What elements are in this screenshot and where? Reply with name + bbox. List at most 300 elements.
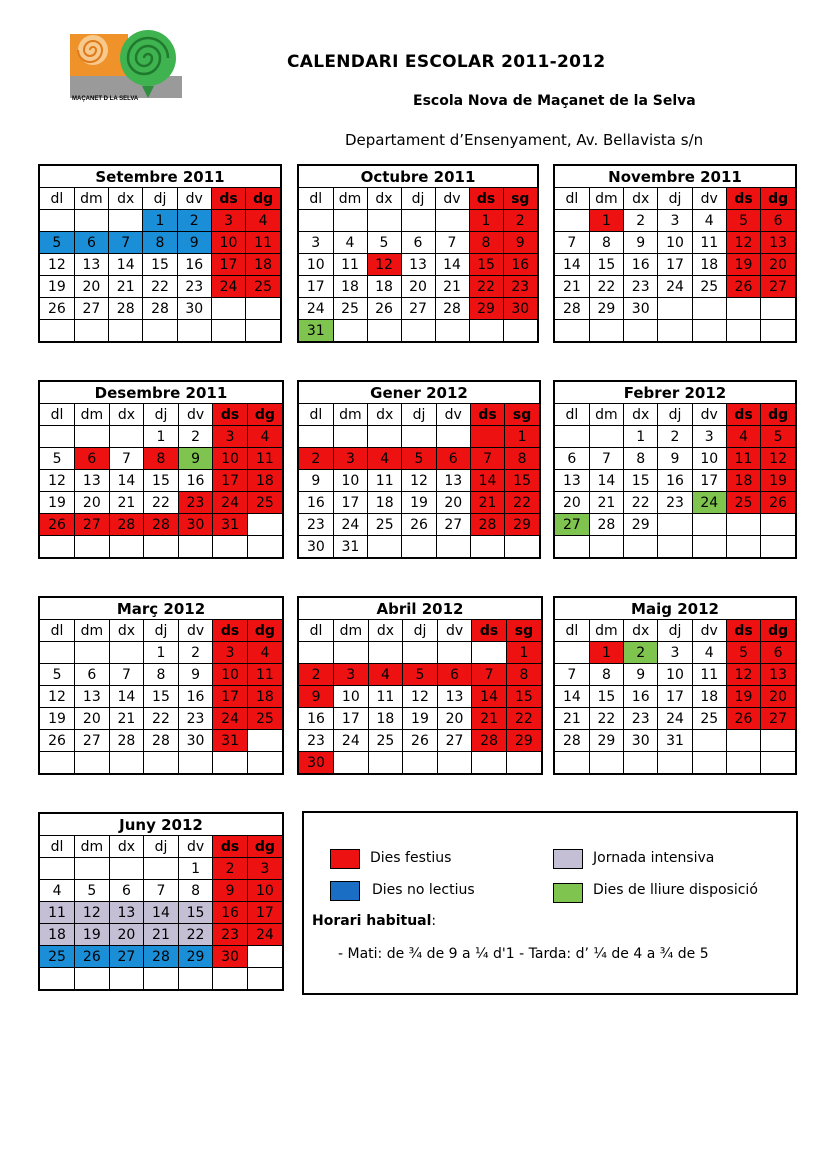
- empty-cell: [144, 968, 179, 990]
- day-cell: 29: [469, 298, 503, 320]
- month-calendar: [38, 164, 282, 343]
- empty-cell: [726, 752, 760, 774]
- empty-cell: [75, 642, 110, 664]
- day-cell: 19: [761, 470, 795, 492]
- month-title: Febrer 2012: [555, 382, 795, 404]
- day-cell: 13: [109, 902, 144, 924]
- day-cell: 16: [503, 254, 537, 276]
- day-cell: 4: [368, 664, 403, 686]
- empty-cell: [213, 968, 248, 990]
- day-cell: 6: [761, 642, 795, 664]
- empty-cell: [761, 298, 795, 320]
- day-cell: 9: [658, 448, 692, 470]
- day-cell: 25: [726, 492, 760, 514]
- day-cell: 16: [299, 708, 334, 730]
- day-cell: 14: [589, 470, 623, 492]
- day-cell: 6: [437, 664, 472, 686]
- weekday-header: sg: [506, 620, 541, 642]
- day-cell: 23: [624, 708, 658, 730]
- day-cell: 11: [247, 448, 282, 470]
- day-cell: 2: [658, 426, 692, 448]
- day-cell: 19: [726, 686, 760, 708]
- day-cell: 24: [658, 708, 692, 730]
- empty-cell: [367, 210, 401, 232]
- empty-cell: [402, 426, 436, 448]
- day-cell: 2: [624, 210, 658, 232]
- weekday-header: ds: [211, 188, 245, 210]
- weekday-header: dm: [75, 404, 110, 426]
- day-cell: 1: [589, 210, 623, 232]
- day-cell: 16: [177, 254, 211, 276]
- weekday-header: dj: [658, 404, 692, 426]
- day-cell: 17: [334, 708, 369, 730]
- day-cell: 20: [761, 254, 795, 276]
- day-cell: 28: [143, 298, 177, 320]
- day-cell: 2: [299, 664, 334, 686]
- day-cell: 25: [246, 276, 280, 298]
- empty-cell: [213, 536, 248, 558]
- empty-cell: [299, 642, 334, 664]
- day-cell: 24: [692, 492, 726, 514]
- weekday-header: dx: [624, 404, 658, 426]
- month-calendar: [297, 596, 543, 775]
- day-cell: 17: [333, 492, 367, 514]
- weekday-header: dv: [178, 620, 213, 642]
- day-cell: 12: [40, 686, 75, 708]
- day-cell: 24: [658, 276, 692, 298]
- day-cell: 16: [178, 470, 213, 492]
- day-cell: 11: [692, 664, 726, 686]
- day-cell: 25: [247, 708, 282, 730]
- weekday-header: dm: [75, 620, 110, 642]
- day-cell: 25: [368, 514, 402, 536]
- day-cell: 5: [40, 448, 75, 470]
- empty-cell: [692, 752, 726, 774]
- day-cell: 27: [401, 298, 435, 320]
- day-cell: 5: [726, 210, 760, 232]
- day-cell: 22: [143, 276, 177, 298]
- day-cell: 11: [247, 664, 282, 686]
- day-cell: 16: [624, 254, 658, 276]
- day-cell: 28: [144, 730, 179, 752]
- day-cell: 30: [624, 730, 658, 752]
- empty-cell: [589, 536, 623, 558]
- day-cell: 9: [213, 880, 248, 902]
- empty-cell: [144, 858, 179, 880]
- weekday-header: dj: [402, 404, 436, 426]
- day-cell: 24: [247, 924, 282, 946]
- legend-festius: Dies festius: [370, 850, 452, 866]
- day-cell: 28: [109, 514, 144, 536]
- weekday-header: dm: [334, 620, 369, 642]
- lliure-swatch: [553, 883, 583, 903]
- day-cell: 5: [367, 232, 401, 254]
- day-cell: 17: [247, 902, 282, 924]
- empty-cell: [555, 426, 589, 448]
- empty-cell: [761, 320, 795, 342]
- month-title: Novembre 2011: [555, 166, 795, 188]
- day-cell: 21: [555, 276, 589, 298]
- day-cell: 26: [402, 514, 436, 536]
- day-cell: 28: [109, 298, 143, 320]
- empty-cell: [503, 320, 537, 342]
- day-cell: 26: [75, 946, 110, 968]
- day-cell: 9: [503, 232, 537, 254]
- empty-cell: [726, 536, 760, 558]
- empty-cell: [470, 536, 504, 558]
- day-cell: 27: [109, 946, 144, 968]
- empty-cell: [401, 210, 435, 232]
- day-cell: 10: [334, 686, 369, 708]
- day-cell: 6: [75, 664, 110, 686]
- empty-cell: [246, 298, 280, 320]
- day-cell: 29: [178, 946, 213, 968]
- day-cell: 23: [299, 514, 333, 536]
- day-cell: 2: [178, 426, 213, 448]
- day-cell: 1: [506, 642, 541, 664]
- weekday-header: dx: [368, 404, 402, 426]
- weekday-header: dl: [299, 620, 334, 642]
- empty-cell: [368, 536, 402, 558]
- weekday-header: dx: [109, 188, 143, 210]
- day-cell: 17: [299, 276, 333, 298]
- day-cell: 6: [555, 448, 589, 470]
- day-cell: 5: [726, 642, 760, 664]
- month-calendar: [553, 380, 797, 559]
- month-title: Desembre 2011: [40, 382, 282, 404]
- day-cell: 4: [333, 232, 367, 254]
- day-cell: 5: [761, 426, 795, 448]
- day-cell: 26: [367, 298, 401, 320]
- empty-cell: [247, 946, 282, 968]
- day-cell: 22: [505, 492, 539, 514]
- day-cell: 12: [761, 448, 795, 470]
- day-cell: 22: [506, 708, 541, 730]
- day-cell: 19: [40, 276, 74, 298]
- empty-cell: [401, 320, 435, 342]
- weekday-header: ds: [472, 620, 507, 642]
- empty-cell: [367, 320, 401, 342]
- day-cell: 15: [624, 470, 658, 492]
- empty-cell: [333, 320, 367, 342]
- day-cell: 25: [247, 492, 282, 514]
- weekday-header: dv: [435, 188, 469, 210]
- weekday-header: dm: [333, 188, 367, 210]
- day-cell: 2: [503, 210, 537, 232]
- weekday-header: dl: [555, 188, 589, 210]
- day-cell: 7: [109, 448, 144, 470]
- day-cell: 13: [555, 470, 589, 492]
- day-cell: 4: [247, 426, 282, 448]
- horari-text: - Mati: de ¾ de 9 a ¼ d'1 - Tarda: d’ ¼ de 4 a ¾ de 5: [338, 946, 709, 962]
- day-cell: 17: [213, 686, 248, 708]
- day-cell: 27: [555, 514, 589, 536]
- day-cell: 31: [658, 730, 692, 752]
- empty-cell: [247, 730, 282, 752]
- day-cell: 5: [40, 232, 74, 254]
- day-cell: 23: [658, 492, 692, 514]
- day-cell: 21: [589, 492, 623, 514]
- weekday-header: dg: [247, 620, 282, 642]
- legend-lliure: Dies de lliure disposició: [593, 882, 758, 898]
- empty-cell: [247, 514, 282, 536]
- day-cell: 4: [368, 448, 402, 470]
- day-cell: 10: [247, 880, 282, 902]
- day-cell: 13: [74, 254, 108, 276]
- empty-cell: [658, 320, 692, 342]
- day-cell: 11: [726, 448, 760, 470]
- month-calendar: [553, 164, 797, 343]
- day-cell: 24: [213, 492, 248, 514]
- empty-cell: [437, 752, 472, 774]
- empty-cell: [435, 320, 469, 342]
- day-cell: 7: [109, 232, 143, 254]
- empty-cell: [299, 426, 333, 448]
- empty-cell: [436, 536, 470, 558]
- day-cell: 3: [299, 232, 333, 254]
- empty-cell: [74, 320, 108, 342]
- empty-cell: [726, 320, 760, 342]
- day-cell: 8: [589, 664, 623, 686]
- day-cell: 10: [333, 470, 367, 492]
- weekday-header: dm: [333, 404, 367, 426]
- empty-cell: [333, 426, 367, 448]
- day-cell: 20: [75, 492, 110, 514]
- day-cell: 8: [506, 664, 541, 686]
- empty-cell: [333, 210, 367, 232]
- day-cell: 31: [213, 514, 248, 536]
- empty-cell: [178, 752, 213, 774]
- empty-cell: [726, 298, 760, 320]
- weekday-header: dx: [624, 188, 658, 210]
- day-cell: 9: [624, 232, 658, 254]
- day-cell: 22: [144, 492, 179, 514]
- empty-cell: [75, 752, 110, 774]
- day-cell: 9: [299, 686, 334, 708]
- month-calendar: [297, 380, 541, 559]
- day-cell: 6: [761, 210, 795, 232]
- day-cell: 7: [472, 664, 507, 686]
- weekday-header: dl: [299, 404, 333, 426]
- day-cell: 27: [75, 514, 110, 536]
- day-cell: 2: [213, 858, 248, 880]
- day-cell: 4: [726, 426, 760, 448]
- weekday-header: dm: [589, 620, 623, 642]
- weekday-header: dv: [692, 404, 726, 426]
- day-cell: 28: [144, 514, 179, 536]
- day-cell: 26: [40, 730, 75, 752]
- day-cell: 24: [213, 708, 248, 730]
- day-cell: 3: [333, 448, 367, 470]
- day-cell: 13: [75, 686, 110, 708]
- day-cell: 29: [505, 514, 539, 536]
- day-cell: 24: [333, 514, 367, 536]
- day-cell: 10: [658, 232, 692, 254]
- empty-cell: [472, 752, 507, 774]
- day-cell: 18: [333, 276, 367, 298]
- weekday-header: dx: [367, 188, 401, 210]
- day-cell: 18: [247, 686, 282, 708]
- weekday-header: dx: [109, 836, 144, 858]
- day-cell: 10: [658, 664, 692, 686]
- day-cell: 17: [658, 254, 692, 276]
- empty-cell: [692, 536, 726, 558]
- empty-cell: [247, 968, 282, 990]
- day-cell: 4: [246, 210, 280, 232]
- day-cell: 12: [367, 254, 401, 276]
- empty-cell: [40, 210, 74, 232]
- day-cell: 17: [211, 254, 245, 276]
- day-cell: 18: [692, 254, 726, 276]
- weekday-header: ds: [469, 188, 503, 210]
- empty-cell: [436, 426, 470, 448]
- empty-cell: [589, 752, 623, 774]
- weekday-header: dl: [40, 620, 75, 642]
- empty-cell: [75, 858, 110, 880]
- day-cell: 14: [435, 254, 469, 276]
- weekday-header: dj: [403, 620, 438, 642]
- empty-cell: [761, 514, 795, 536]
- month-calendar: [38, 596, 284, 775]
- day-cell: 20: [761, 686, 795, 708]
- empty-cell: [75, 426, 110, 448]
- day-cell: 20: [437, 708, 472, 730]
- day-cell: 25: [692, 276, 726, 298]
- day-cell: 1: [589, 642, 623, 664]
- day-cell: 15: [144, 470, 179, 492]
- day-cell: 13: [437, 686, 472, 708]
- day-cell: 2: [299, 448, 333, 470]
- month-title: Març 2012: [40, 598, 282, 620]
- day-cell: 23: [178, 492, 213, 514]
- day-cell: 17: [658, 686, 692, 708]
- empty-cell: [589, 426, 623, 448]
- day-cell: 23: [213, 924, 248, 946]
- day-cell: 30: [624, 298, 658, 320]
- day-cell: 1: [178, 858, 213, 880]
- day-cell: 15: [469, 254, 503, 276]
- empty-cell: [40, 426, 75, 448]
- day-cell: 1: [624, 426, 658, 448]
- empty-cell: [692, 730, 726, 752]
- day-cell: 26: [403, 730, 438, 752]
- weekday-header: dg: [246, 188, 280, 210]
- day-cell: 6: [436, 448, 470, 470]
- day-cell: 13: [436, 470, 470, 492]
- empty-cell: [506, 752, 541, 774]
- day-cell: 31: [299, 320, 333, 342]
- day-cell: 13: [401, 254, 435, 276]
- empty-cell: [75, 536, 110, 558]
- day-cell: 26: [40, 298, 74, 320]
- empty-cell: [555, 536, 589, 558]
- empty-cell: [299, 210, 333, 232]
- day-cell: 15: [589, 254, 623, 276]
- day-cell: 20: [436, 492, 470, 514]
- day-cell: 14: [144, 902, 179, 924]
- day-cell: 13: [75, 470, 110, 492]
- day-cell: 1: [144, 426, 179, 448]
- weekday-header: ds: [470, 404, 504, 426]
- weekday-header: dv: [436, 404, 470, 426]
- month-calendar: [38, 812, 284, 991]
- day-cell: 17: [692, 470, 726, 492]
- weekday-header: dg: [247, 836, 282, 858]
- day-cell: 7: [555, 664, 589, 686]
- day-cell: 10: [692, 448, 726, 470]
- empty-cell: [624, 536, 658, 558]
- weekday-header: dv: [692, 620, 726, 642]
- day-cell: 29: [624, 514, 658, 536]
- weekday-header: sg: [503, 188, 537, 210]
- day-cell: 22: [178, 924, 213, 946]
- weekday-header: ds: [726, 620, 760, 642]
- day-cell: 30: [177, 298, 211, 320]
- weekday-header: dg: [761, 404, 795, 426]
- empty-cell: [658, 536, 692, 558]
- day-cell: 25: [368, 730, 403, 752]
- month-title: Juny 2012: [40, 814, 282, 836]
- day-cell: 5: [75, 880, 110, 902]
- weekday-header: dv: [177, 188, 211, 210]
- empty-cell: [178, 536, 213, 558]
- weekday-header: ds: [726, 188, 760, 210]
- empty-cell: [470, 426, 504, 448]
- weekday-header: dx: [109, 404, 144, 426]
- weekday-header: dg: [247, 404, 282, 426]
- day-cell: 6: [75, 448, 110, 470]
- empty-cell: [109, 642, 144, 664]
- day-cell: 21: [144, 924, 179, 946]
- day-cell: 30: [178, 730, 213, 752]
- empty-cell: [40, 642, 75, 664]
- empty-cell: [658, 298, 692, 320]
- day-cell: 28: [472, 730, 507, 752]
- day-cell: 1: [144, 642, 179, 664]
- day-cell: 29: [589, 298, 623, 320]
- empty-cell: [505, 536, 539, 558]
- day-cell: 16: [213, 902, 248, 924]
- weekday-header: dj: [658, 188, 692, 210]
- day-cell: 17: [213, 470, 248, 492]
- day-cell: 16: [299, 492, 333, 514]
- empty-cell: [178, 968, 213, 990]
- day-cell: 3: [213, 426, 248, 448]
- day-cell: 28: [555, 298, 589, 320]
- day-cell: 30: [503, 298, 537, 320]
- day-cell: 20: [401, 276, 435, 298]
- day-cell: 9: [177, 232, 211, 254]
- day-cell: 26: [761, 492, 795, 514]
- empty-cell: [40, 968, 75, 990]
- day-cell: 19: [40, 708, 75, 730]
- day-cell: 19: [403, 708, 438, 730]
- month-title: Abril 2012: [299, 598, 541, 620]
- day-cell: 12: [40, 254, 74, 276]
- empty-cell: [144, 536, 179, 558]
- empty-cell: [368, 752, 403, 774]
- day-cell: 14: [472, 686, 507, 708]
- day-cell: 22: [469, 276, 503, 298]
- day-cell: 21: [109, 276, 143, 298]
- day-cell: 19: [75, 924, 110, 946]
- day-cell: 29: [506, 730, 541, 752]
- weekday-header: dl: [555, 620, 589, 642]
- day-cell: 14: [470, 470, 504, 492]
- day-cell: 15: [178, 902, 213, 924]
- legend-box: [302, 811, 798, 995]
- empty-cell: [109, 320, 143, 342]
